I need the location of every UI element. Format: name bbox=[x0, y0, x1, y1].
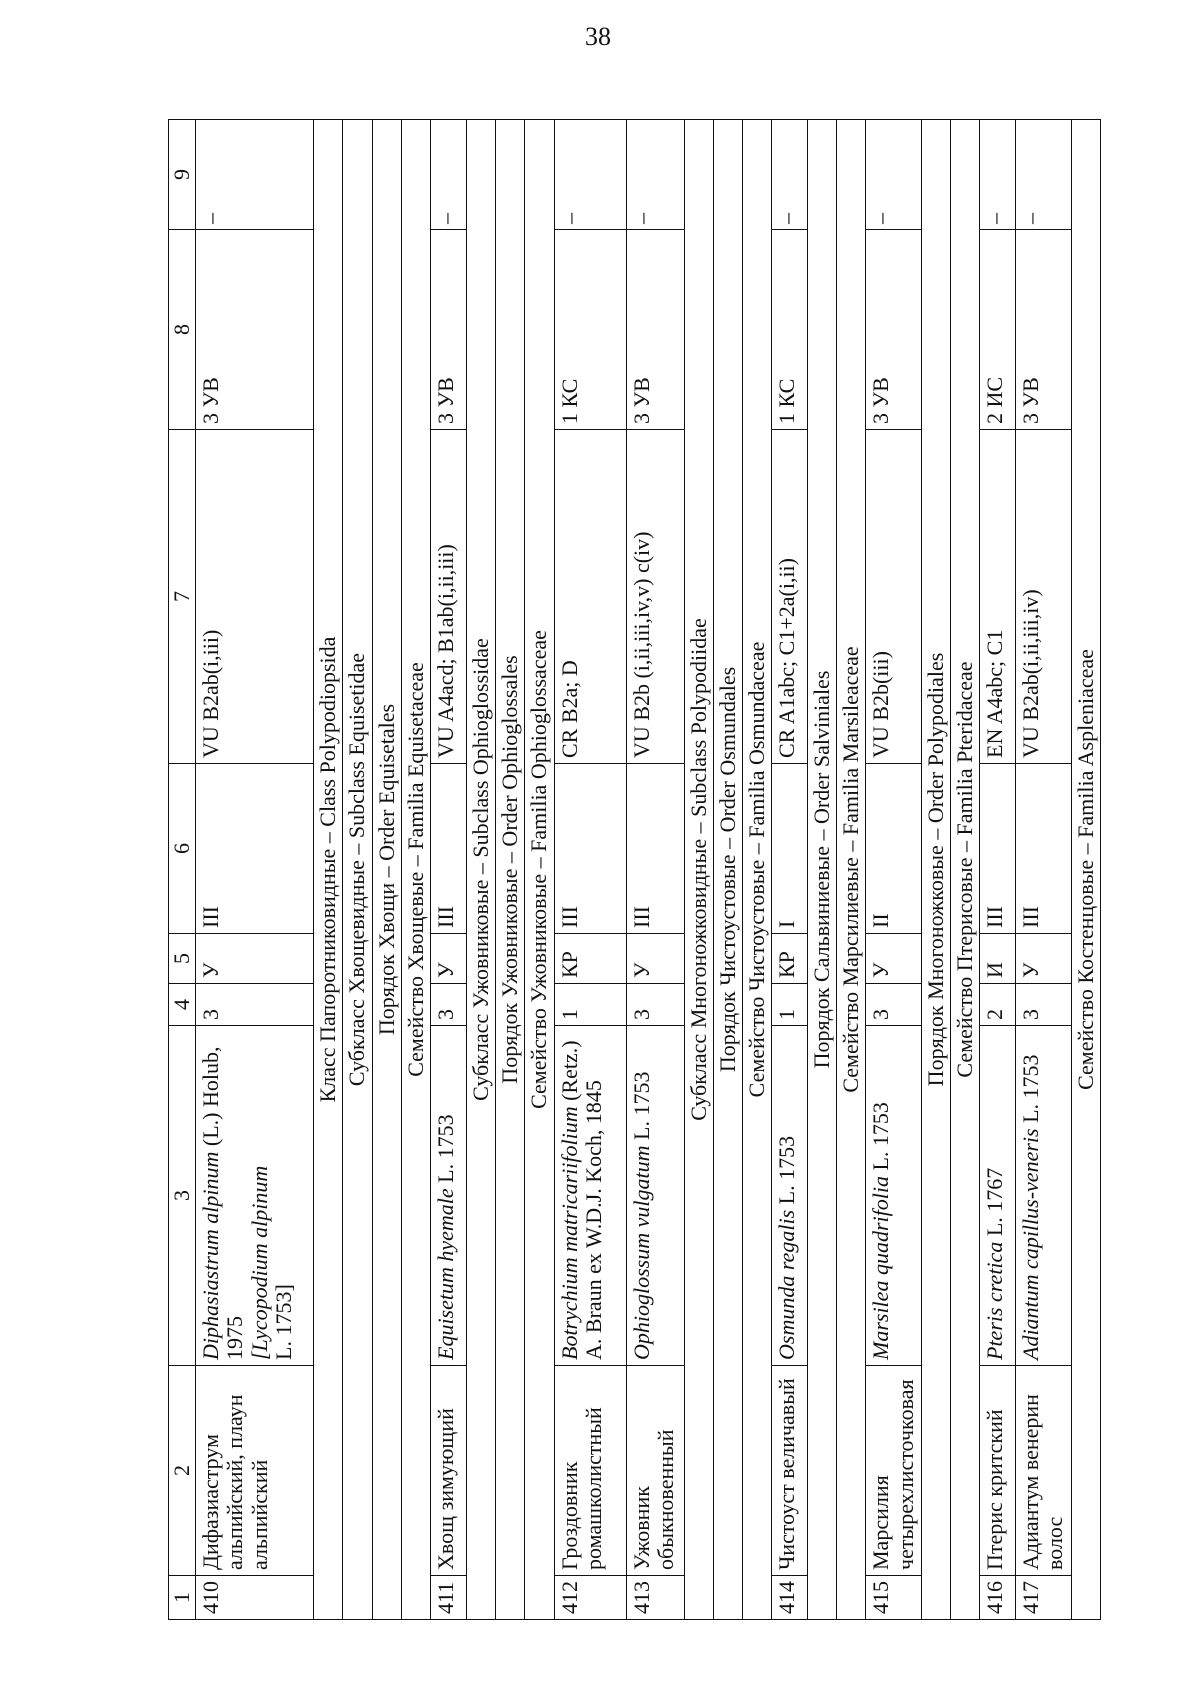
latin-name-cell bbox=[866, 1026, 921, 1366]
column-6-value: III bbox=[430, 764, 466, 934]
column-number: 1 bbox=[169, 1576, 196, 1620]
section-heading-row bbox=[684, 120, 713, 1620]
section-heading-row bbox=[401, 120, 430, 1620]
column-number-row bbox=[169, 120, 196, 1620]
column-6-value: III bbox=[1016, 764, 1072, 934]
section-heading: Семейство Марсилиевые – Familia Marsileaceae bbox=[837, 120, 866, 1620]
latin-author: (L.) Holub, 1975 bbox=[198, 1046, 248, 1360]
page-number: 38 bbox=[585, 22, 611, 51]
section-heading: Порядок Ужовниковые – Order Ophioglossales bbox=[496, 120, 525, 1620]
species-number: 410 bbox=[196, 1576, 314, 1620]
column-6-value: III bbox=[626, 764, 684, 934]
column-number: 3 bbox=[169, 1026, 196, 1366]
section-heading: Семейство Птерисовые – Familia Pteridaceae bbox=[951, 120, 980, 1620]
column-8-value: 3 УВ bbox=[866, 230, 921, 430]
latin-author: L. 1753 bbox=[774, 1135, 800, 1205]
species-row bbox=[1016, 120, 1072, 1620]
section-heading-row bbox=[343, 120, 372, 1620]
column-8-value: 3 УВ bbox=[1016, 230, 1072, 430]
latin-name-cell bbox=[430, 1026, 466, 1366]
species-row bbox=[196, 120, 314, 1620]
latin-name: Equisetum hyemale bbox=[432, 1188, 458, 1360]
column-6-value: III bbox=[980, 764, 1016, 934]
latin-name-cell bbox=[772, 1026, 808, 1366]
synonym-name: [Lycopodium alpinum bbox=[246, 1165, 272, 1360]
column-7-value: VU A4acd; B1ab(i,ii,iii) bbox=[430, 430, 466, 764]
column-8-value: 2 ИС bbox=[980, 230, 1016, 430]
section-heading-row bbox=[808, 120, 837, 1620]
species-number: 417 bbox=[1016, 1576, 1072, 1620]
column-8-value: 1 КС bbox=[772, 230, 808, 430]
column-4-value: 3 bbox=[626, 984, 684, 1026]
section-heading-row bbox=[713, 120, 742, 1620]
section-heading-row bbox=[1072, 120, 1101, 1620]
section-heading: Субкласс Многоножковидные – Subclass Polypodiidae bbox=[684, 120, 713, 1620]
species-number: 413 bbox=[626, 1576, 684, 1620]
column-number: 9 bbox=[169, 120, 196, 230]
synonym-author: L. 1753] bbox=[270, 1284, 296, 1360]
column-9-value: – bbox=[866, 120, 921, 230]
column-9-value: – bbox=[772, 120, 808, 230]
section-heading: Субкласс Хвощевидные – Subclass Equisetidae bbox=[343, 120, 372, 1620]
column-5-value: КР bbox=[772, 934, 808, 984]
species-number: 411 bbox=[430, 1576, 466, 1620]
section-heading: Порядок Многоножковые – Order Polypodiales bbox=[921, 120, 950, 1620]
species-row bbox=[626, 120, 684, 1620]
species-row bbox=[980, 120, 1016, 1620]
section-heading: Семейство Ужовниковые – Familia Ophioglossaceae bbox=[525, 120, 554, 1620]
latin-author: L. 1767 bbox=[982, 1167, 1008, 1237]
section-heading: Семейство Чистоустовые – Familia Osmundaceae bbox=[742, 120, 771, 1620]
russian-name: Адиантум венерин волос bbox=[1016, 1366, 1072, 1576]
species-row bbox=[866, 120, 921, 1620]
column-4-value: 3 bbox=[1016, 984, 1072, 1026]
section-heading-row bbox=[525, 120, 554, 1620]
column-4-value: 1 bbox=[554, 984, 626, 1026]
section-heading-row bbox=[496, 120, 525, 1620]
column-6-value: I bbox=[772, 764, 808, 934]
latin-author: L. 1753 bbox=[432, 1114, 458, 1183]
latin-name: Osmunda regalis bbox=[774, 1209, 800, 1360]
column-number: 7 bbox=[169, 430, 196, 764]
red-book-table bbox=[168, 119, 1101, 1620]
column-number: 2 bbox=[169, 1366, 196, 1576]
latin-name: Adiantum capillus-veneris bbox=[1018, 1128, 1044, 1360]
column-7-value: CR A1abc; C1+2a(i,ii) bbox=[772, 430, 808, 764]
column-5-value: У bbox=[196, 934, 314, 984]
russian-name: Дифазиаструм альпийский, плаун альпийский bbox=[196, 1366, 314, 1576]
column-9-value: – bbox=[980, 120, 1016, 230]
column-number: 6 bbox=[169, 764, 196, 934]
section-heading: Субкласс Ужовниковые – Subclass Ophioglossidae bbox=[466, 120, 495, 1620]
latin-author: (Retz.) A. Braun ex W.D.J. Koch, 1845 bbox=[556, 1040, 606, 1360]
column-6-value: III bbox=[554, 764, 626, 934]
latin-author: L. 1753 bbox=[1018, 1054, 1044, 1123]
latin-name: Marsilea quadrifolia bbox=[868, 1176, 894, 1360]
latin-name-cell bbox=[196, 1026, 314, 1366]
latin-author: L. 1753 bbox=[628, 1071, 654, 1140]
column-9-value: – bbox=[626, 120, 684, 230]
section-heading-row bbox=[466, 120, 495, 1620]
russian-name: Птерис критский bbox=[980, 1366, 1016, 1576]
column-5-value: У bbox=[1016, 934, 1072, 984]
latin-name-cell bbox=[626, 1026, 684, 1366]
section-heading-row bbox=[921, 120, 950, 1620]
section-heading: Порядок Чистоустовые – Order Osmundales bbox=[713, 120, 742, 1620]
latin-author: L. 1753 bbox=[868, 1102, 894, 1171]
column-7-value: VU B2b (i,ii,iii,iv,v) c(iv) bbox=[626, 430, 684, 764]
column-4-value: 3 bbox=[430, 984, 466, 1026]
species-number: 416 bbox=[980, 1576, 1016, 1620]
column-7-value: VU B2ab(i,ii,iii,iv) bbox=[1016, 430, 1072, 764]
column-8-value: 3 УВ bbox=[626, 230, 684, 430]
russian-name: Чистоуст величавый bbox=[772, 1366, 808, 1576]
russian-name: Хвощ зимующий bbox=[430, 1366, 466, 1576]
latin-name-cell bbox=[554, 1026, 626, 1366]
latin-name-cell bbox=[980, 1026, 1016, 1366]
column-9-value: – bbox=[196, 120, 314, 230]
species-number: 412 bbox=[554, 1576, 626, 1620]
latin-name: Pteris cretica bbox=[982, 1241, 1008, 1360]
column-7-value: CR B2a; D bbox=[554, 430, 626, 764]
section-heading-row bbox=[314, 120, 343, 1620]
column-7-value: VU B2ab(i,iii) bbox=[196, 430, 314, 764]
species-row bbox=[554, 120, 626, 1620]
section-heading-row bbox=[951, 120, 980, 1620]
section-heading: Семейство Хвощевые – Familia Equisetaceae bbox=[401, 120, 430, 1620]
latin-name: Ophioglossum vulgatum bbox=[628, 1145, 654, 1360]
section-heading-row bbox=[742, 120, 771, 1620]
column-6-value: II bbox=[866, 764, 921, 934]
column-9-value: – bbox=[554, 120, 626, 230]
column-number: 8 bbox=[169, 230, 196, 430]
species-row bbox=[430, 120, 466, 1620]
column-5-value: У bbox=[866, 934, 921, 984]
species-number: 414 bbox=[772, 1576, 808, 1620]
column-7-value: VU B2b(iii) bbox=[866, 430, 921, 764]
russian-name: Марсилия четырехлисточковая bbox=[866, 1366, 921, 1576]
column-4-value: 1 bbox=[772, 984, 808, 1026]
column-number: 5 bbox=[169, 934, 196, 984]
column-5-value: КР bbox=[554, 934, 626, 984]
section-heading: Семейство Костенцовые – Familia Aspleniaceae bbox=[1072, 120, 1101, 1620]
column-5-value: У bbox=[430, 934, 466, 984]
section-heading-row bbox=[837, 120, 866, 1620]
latin-name: Diphasiastrum alpinum bbox=[198, 1151, 224, 1360]
russian-name: Ужовник обыкновенный bbox=[626, 1366, 684, 1576]
column-4-value: 3 bbox=[196, 984, 314, 1026]
russian-name: Гроздовник ромашколистный bbox=[554, 1366, 626, 1576]
latin-name: Botrychium matricariifolium bbox=[556, 1106, 582, 1360]
column-8-value: 3 УВ bbox=[430, 230, 466, 430]
section-heading: Порядок Хвощи – Order Equisetales bbox=[372, 120, 401, 1620]
column-8-value: 3 УВ bbox=[196, 230, 314, 430]
column-5-value: У bbox=[626, 934, 684, 984]
column-4-value: 2 bbox=[980, 984, 1016, 1026]
section-heading-row bbox=[372, 120, 401, 1620]
column-9-value: – bbox=[1016, 120, 1072, 230]
species-number: 415 bbox=[866, 1576, 921, 1620]
column-number: 4 bbox=[169, 984, 196, 1026]
column-7-value: EN A4abc; C1 bbox=[980, 430, 1016, 764]
column-6-value: III bbox=[196, 764, 314, 934]
column-4-value: 3 bbox=[866, 984, 921, 1026]
rotated-table-wrapper bbox=[168, 120, 1098, 1620]
column-5-value: И bbox=[980, 934, 1016, 984]
column-9-value: – bbox=[430, 120, 466, 230]
section-heading: Класс Папоротниковидные – Class Polypodiopsida bbox=[314, 120, 343, 1620]
species-row bbox=[772, 120, 808, 1620]
section-heading: Порядок Сальвиниевые – Order Salviniales bbox=[808, 120, 837, 1620]
column-8-value: 1 КС bbox=[554, 230, 626, 430]
latin-name-cell bbox=[1016, 1026, 1072, 1366]
